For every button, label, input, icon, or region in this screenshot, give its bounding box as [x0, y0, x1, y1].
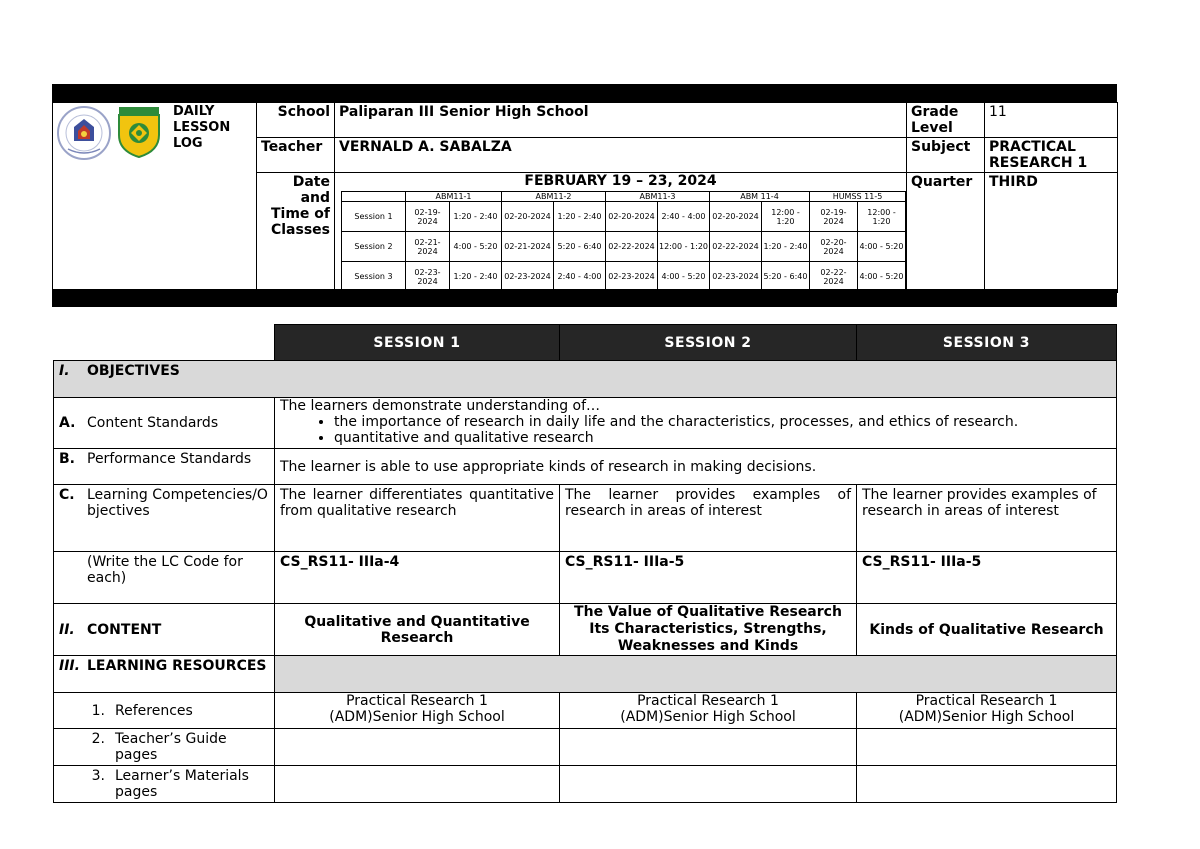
schedule-cell-value: 1:20 - 2:40: [554, 202, 606, 232]
teacher-value: VERNALD A. SABALZA: [335, 138, 907, 173]
objectives-section-row: [54, 361, 1117, 398]
schedule-cell-value: 12:00 - 1:20: [858, 202, 906, 232]
competency-cell: The learner differentiates quantitative from qualitative research: [275, 485, 560, 552]
references-label-cell: [54, 693, 275, 729]
schedule-cell-value: 02-19-2024: [406, 202, 450, 232]
grade-value: 11: [985, 103, 1118, 138]
schedule-cell-value: 02-23-2024: [606, 262, 658, 292]
teachers-guide-num: 2.: [91, 731, 105, 747]
content-cell: Kinds of Qualitative Research: [857, 604, 1117, 656]
schedule-cell-value: 4:00 - 5:20: [658, 262, 710, 292]
schedule-cell-value: 02-23-2024: [502, 262, 554, 292]
schedule-corner: [342, 192, 406, 202]
schedule-cell-value: 12:00 - 1:20: [762, 202, 810, 232]
teachers-guide-cell: [560, 729, 857, 766]
teachers-guide-cell: [857, 729, 1117, 766]
lc-code-label-cell: [54, 552, 275, 604]
learners-materials-cell: [857, 766, 1117, 803]
schedule-cell-value: 02-20-2024: [710, 202, 762, 232]
schedule-cell-value: 5:20 - 6:40: [554, 232, 606, 262]
lc-code-cell: CS_RS11- IIIa-4: [275, 552, 560, 604]
schedule-cell-value: 4:00 - 5:20: [450, 232, 502, 262]
reference-cell: Practical Research 1 (ADM)Senior High School: [857, 693, 1117, 729]
schedule-cell-value: 2:40 - 4:00: [554, 262, 606, 292]
schedule-cell-value: 02-20-2024: [810, 232, 858, 262]
schedule-cell-value: 4:00 - 5:20: [858, 262, 906, 292]
school-logo-icon: [115, 105, 163, 159]
competency-cell: The learner provides examples of research in areas of interest: [857, 485, 1117, 552]
reference-cell: Practical Research 1 (ADM)Senior High School: [560, 693, 857, 729]
content-cell: Qualitative and Quantitative Research: [275, 604, 560, 656]
session-label: Session 1: [342, 202, 406, 232]
performance-standards-label: Performance Standards: [87, 451, 252, 467]
lesson-main-table: [53, 324, 1117, 803]
performance-standards-num: B.: [59, 451, 75, 467]
school-value: Paliparan III Senior High School: [335, 103, 907, 138]
schedule-cell-value: 02-20-2024: [606, 202, 658, 232]
header-top-bar: [52, 84, 1117, 102]
competency-cell: The learner provides examples of research in areas of interest: [560, 485, 857, 552]
lc-code-cell: CS_RS11- IIIa-5: [560, 552, 857, 604]
session-label: Session 3: [342, 262, 406, 292]
content-label: CONTENT: [87, 621, 162, 638]
learners-materials-num: 3.: [91, 768, 105, 784]
lesson-header-table: [52, 102, 1118, 293]
schedule-cell-value: 02-23-2024: [710, 262, 762, 292]
teachers-guide-label: Teacher’s Guide pages: [115, 731, 227, 763]
lc-code-label: (Write the LC Code for each): [87, 554, 243, 586]
quarter-value: THIRD: [985, 173, 1118, 293]
section-header: ABM11-1: [406, 192, 502, 202]
section-header: ABM11-2: [502, 192, 606, 202]
competencies-num: C.: [59, 487, 75, 503]
teachers-guide-label-cell: [54, 729, 275, 766]
objectives-label: OBJECTIVES: [87, 363, 180, 379]
session-label: Session 2: [342, 232, 406, 262]
logo-cell: [53, 103, 257, 293]
resources-label-cell: [54, 656, 275, 693]
schedule-cell: [335, 173, 907, 293]
competencies-label: Learning Competencies/Objectives: [87, 487, 268, 519]
subject-label: Subject: [907, 138, 985, 173]
teachers-guide-cell: [275, 729, 560, 766]
session-header: SESSION 3: [857, 325, 1117, 361]
competencies-label-cell: [54, 485, 275, 552]
content-label-cell: [54, 604, 275, 656]
learners-materials-label: Learner’s Materials pages: [115, 768, 249, 800]
content-standards-label: Content Standards: [87, 415, 219, 431]
section-header: ABM11-3: [606, 192, 710, 202]
schedule-cell-value: 02-19-2024: [810, 202, 858, 232]
schedule-cell-value: 02-22-2024: [606, 232, 658, 262]
content-standards-label-cell: [54, 398, 275, 449]
schedule-cell-value: 02-20-2024: [502, 202, 554, 232]
content-standards-bullet: • the importance of research in daily life and the characteristics, processes, and ethics of research.: [334, 414, 1111, 430]
date-range: FEBRUARY 19 – 23, 2024: [524, 173, 717, 189]
content-standards-cell: [275, 398, 1117, 449]
resources-section-fill: [275, 656, 1117, 693]
schedule-cell-value: 02-21-2024: [406, 232, 450, 262]
schedule-table: [341, 191, 906, 292]
schedule-cell-value: 1:20 - 2:40: [762, 232, 810, 262]
school-label: School: [257, 103, 335, 138]
learners-materials-cell: [275, 766, 560, 803]
learners-materials-label-cell: [54, 766, 275, 803]
schedule-cell-value: 02-22-2024: [810, 262, 858, 292]
session-header: SESSION 1: [275, 325, 560, 361]
schedule-cell-value: 2:40 - 4:00: [658, 202, 710, 232]
content-standards-num: A.: [59, 415, 76, 431]
reference-cell: Practical Research 1 (ADM)Senior High School: [275, 693, 560, 729]
learners-materials-cell: [560, 766, 857, 803]
date-label: Date and Time of Classes: [257, 173, 335, 293]
blank-corner: [54, 325, 275, 361]
section-header: HUMSS 11-5: [810, 192, 906, 202]
schedule-cell-value: 5:20 - 6:40: [762, 262, 810, 292]
grade-label: Grade Level: [907, 103, 985, 138]
content-standards-intro: The learners demonstrate understanding of…: [280, 398, 601, 414]
section-header: ABM 11-4: [710, 192, 810, 202]
resources-label: LEARNING RESOURCES: [87, 658, 267, 674]
session-header: SESSION 2: [560, 325, 857, 361]
teacher-label: Teacher: [257, 138, 335, 173]
lc-code-cell: CS_RS11- IIIa-5: [857, 552, 1117, 604]
schedule-cell-value: 1:20 - 2:40: [450, 262, 502, 292]
schedule-cell-value: 1:20 - 2:40: [450, 202, 502, 232]
schedule-cell-value: 02-22-2024: [710, 232, 762, 262]
resources-num: III.: [59, 658, 80, 674]
deped-seal-icon: [56, 105, 112, 161]
performance-standards-cell: The learner is able to use appropriate kinds of research in making decisions.: [275, 449, 1117, 485]
quarter-label: Quarter: [907, 173, 985, 293]
schedule-cell-value: 02-21-2024: [502, 232, 554, 262]
references-label: References: [115, 702, 193, 719]
content-num: II.: [59, 621, 75, 638]
content-standards-list: [280, 414, 1111, 446]
schedule-cell-value: 4:00 - 5:20: [858, 232, 906, 262]
performance-standards-label-cell: [54, 449, 275, 485]
content-standards-bullet: • quantitative and qualitative research: [334, 430, 1111, 446]
schedule-cell-value: 02-23-2024: [406, 262, 450, 292]
content-cell: The Value of Qualitative Research Its Characteristics, Strengths, Weaknesses and Kinds: [560, 604, 857, 656]
schedule-cell-value: 12:00 - 1:20: [658, 232, 710, 262]
references-num: 1.: [91, 702, 105, 719]
objectives-num: I.: [59, 363, 70, 379]
subject-value: PRACTICAL RESEARCH 1: [985, 138, 1118, 173]
log-title: DAILY LESSON LOG: [173, 104, 231, 151]
